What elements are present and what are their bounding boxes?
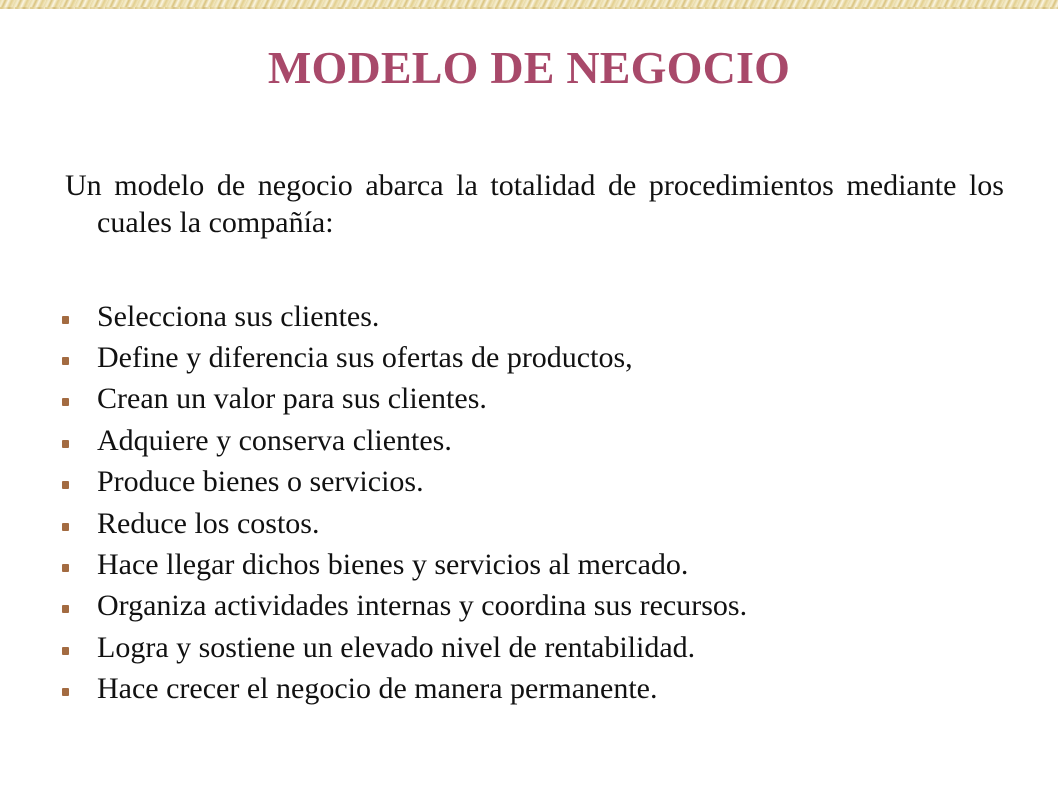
bullet-list [62, 296, 747, 710]
intro-paragraph: Un modelo de negocio abarca la totalidad de procedimientos mediante los cuales la compañía: [65, 169, 1004, 239]
list-item [62, 296, 747, 337]
bullet-icon [62, 564, 69, 572]
bullet-icon [62, 316, 69, 324]
list-item-text: Hace llegar dichos bienes y servicios al mercado. [97, 548, 689, 582]
bullet-icon [62, 605, 69, 613]
decorative-top-border [0, 0, 1058, 9]
list-item [62, 337, 747, 378]
list-item-text: Produce bienes o servicios. [97, 465, 424, 499]
bullet-icon [62, 440, 69, 448]
list-item-text: Hace crecer el negocio de manera permanente. [97, 672, 658, 706]
bullet-icon [62, 688, 69, 696]
list-item [62, 503, 747, 544]
list-item-text: Crean un valor para sus clientes. [97, 382, 487, 416]
bullet-icon [62, 357, 69, 365]
list-item [62, 669, 747, 710]
list-item [62, 420, 747, 461]
bullet-icon [62, 481, 69, 489]
bullet-icon [62, 398, 69, 406]
list-item [62, 586, 747, 627]
list-item [62, 627, 747, 668]
bullet-icon [62, 647, 69, 655]
bullet-icon [62, 523, 69, 531]
list-item-text: Logra y sostiene un elevado nivel de rentabilidad. [97, 630, 696, 664]
list-item-text: Adquiere y conserva clientes. [97, 423, 452, 457]
list-item-text: Define y diferencia sus ofertas de productos, [97, 341, 633, 375]
list-item [62, 544, 747, 585]
list-item [62, 462, 747, 503]
slide-title: MODELO DE NEGOCIO [267, 42, 791, 93]
list-item-text: Organiza actividades internas y coordina sus recursos. [97, 589, 748, 623]
list-item-text: Selecciona sus clientes. [97, 299, 380, 333]
list-item-text: Reduce los costos. [97, 506, 320, 540]
list-item [62, 379, 747, 420]
